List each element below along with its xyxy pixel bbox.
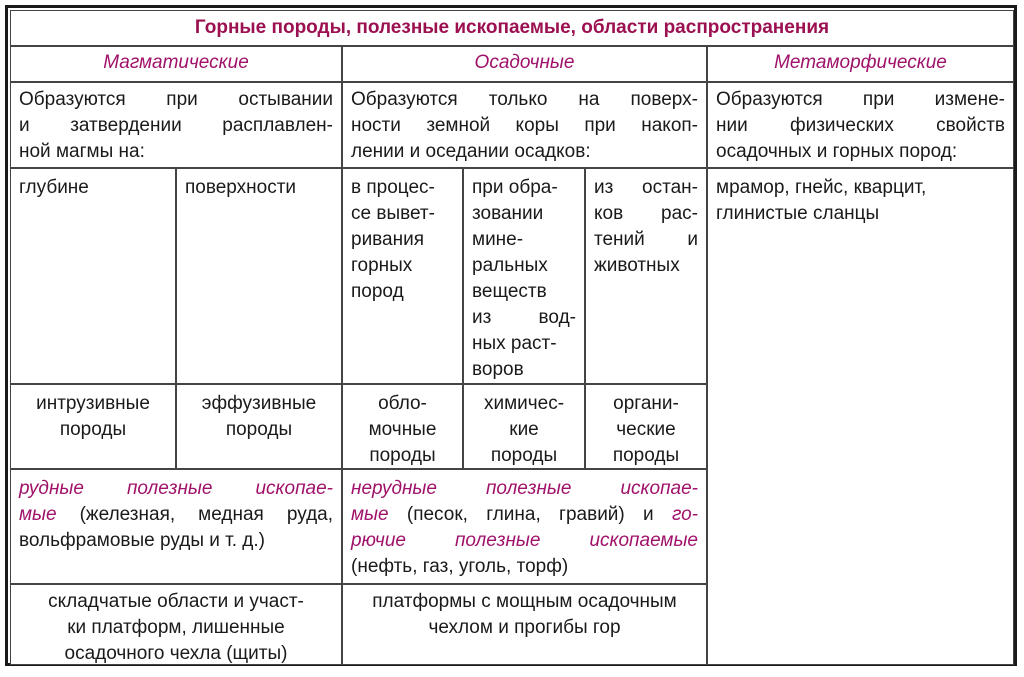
highlight-text: рудные полезные ископае- (19, 478, 333, 499)
text-line: Образуются при остывании (19, 89, 333, 110)
header-sedimentary: Осадочные (342, 46, 707, 82)
rock-chemical (463, 384, 585, 469)
text-line: ной магмы на: (19, 141, 145, 162)
text-line: воров (472, 359, 524, 380)
highlight-text: мые (351, 504, 389, 525)
text-line: горных (351, 255, 413, 276)
header-metamorphic: Метаморфические (707, 46, 1014, 82)
text-line: вольфрамовые руды и т. д.) (19, 530, 265, 551)
text-line: мрамор, гнейс, кварцит, (716, 177, 927, 198)
rock-clastic (342, 384, 463, 469)
text-line: пород (351, 281, 404, 302)
formation-magmatic (10, 82, 342, 168)
rock-intrusive (10, 384, 176, 469)
text-line: платформы с мощным осадочным (372, 591, 677, 612)
text-line: (железная, медная руда, (56, 504, 333, 525)
metamorphic-examples (707, 168, 1014, 665)
highlight-text: рючие полезные ископаемые (351, 530, 698, 551)
text-line: породы (59, 419, 127, 440)
highlight-text: нерудные полезные ископае- (351, 478, 698, 499)
text-line: (песок, глина, гравий) и (388, 504, 672, 525)
formation-sedimentary (342, 82, 707, 168)
text-line: лении и оседании осадков: (351, 141, 591, 162)
formation-metamorphic (707, 82, 1014, 168)
condition-depth: глубине (10, 168, 176, 384)
highlight-text: го- (671, 504, 698, 525)
text-line: кие (509, 419, 539, 440)
text-line: (нефть, газ, уголь, торф) (351, 556, 569, 577)
text-line: породы (612, 445, 680, 466)
areas-sedimentary (342, 584, 707, 665)
minerals-sedimentary (342, 469, 707, 584)
text-line: мине- (472, 229, 524, 250)
text-line: породы (225, 419, 293, 440)
text-line: осадочного чехла (щиты) (64, 643, 288, 664)
text-line: породы (369, 445, 436, 466)
text-line: при обра- (472, 177, 558, 198)
minerals-magmatic (10, 469, 342, 584)
areas-magmatic (10, 584, 342, 665)
condition-surface: поверхности (176, 168, 342, 384)
text-line: из остан- (594, 177, 698, 198)
text-line: интрузивные (36, 393, 150, 414)
text-line: животных (594, 255, 680, 276)
text-line: Образуются при измене- (716, 89, 1005, 110)
table-title: Горные породы, полезные ископаемые, области распространения (10, 10, 1014, 46)
text-line: веществ (472, 281, 547, 302)
text-line: из вод- (472, 307, 576, 328)
text-line: обло- (378, 393, 427, 414)
highlight-text: мые (19, 504, 57, 525)
text-line: породы (490, 445, 558, 466)
text-line: чехлом и прогибы гор (428, 617, 621, 638)
text-line: тений и (594, 229, 698, 250)
text-line: глинистые сланцы (716, 203, 880, 224)
text-line: ности земной коры при накоп- (351, 115, 698, 136)
text-line: мочные (368, 419, 437, 440)
text-line: зовании (472, 203, 544, 224)
text-line: нии физических свойств (716, 115, 1005, 136)
rock-effusive (176, 384, 342, 469)
condition-organic (585, 168, 707, 384)
text-line: ных раст- (472, 333, 557, 354)
text-line: се вывет- (351, 203, 435, 224)
condition-minerals (463, 168, 585, 384)
text-line: ков рас- (594, 203, 698, 224)
text-line: химичес- (483, 393, 565, 414)
text-line: ривания (351, 229, 425, 250)
text-line: осадочных и горных пород: (716, 141, 958, 162)
text-line: ральных (472, 255, 548, 276)
text-line: органи- (613, 393, 679, 414)
text-line: эффузивные (201, 393, 317, 414)
text-line: Образуются только на поверх- (351, 89, 698, 110)
rock-organic (585, 384, 707, 469)
text-line: и затвердении расплавлен- (19, 115, 333, 136)
text-line: ческие (616, 419, 676, 440)
header-magmatic: Магматические (10, 46, 342, 82)
text-line: ки платформ, лишенные (67, 617, 285, 638)
condition-weathering (342, 168, 463, 384)
text-line: в процес- (351, 177, 435, 198)
text-line: складчатые области и участ- (48, 591, 304, 612)
